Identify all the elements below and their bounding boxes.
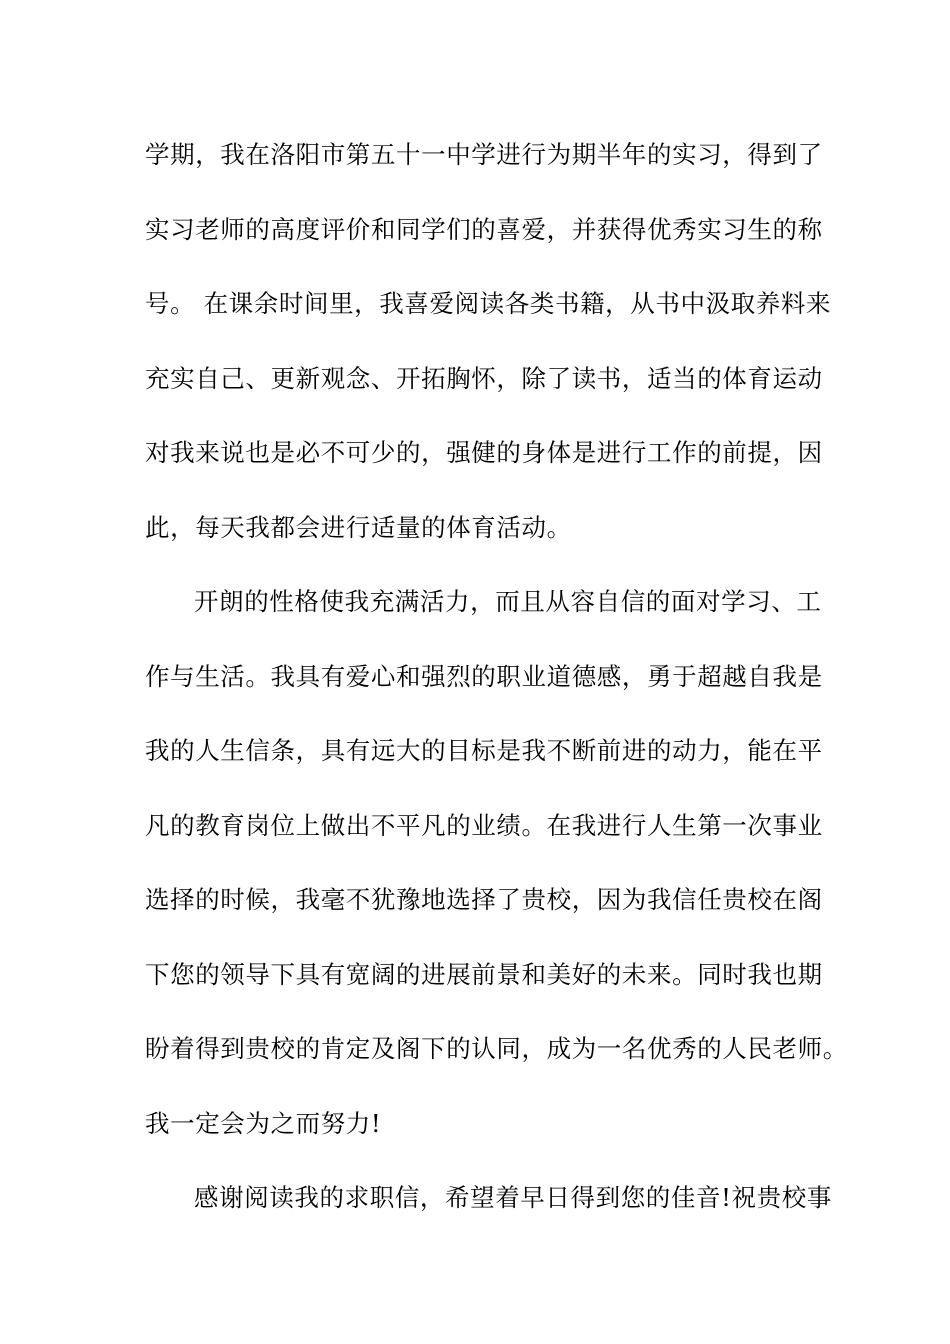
text-line: 我的人生信条，具有远大的目标是我不断前进的动力，能在平 (145, 736, 823, 765)
paragraph-start-line: 开朗的性格使我充满活力，而且从容自信的面对学习、工 (194, 587, 822, 616)
paragraph-start-line: 感谢阅读我的求职信，希望着早日得到您的佳音!祝贵校事 (194, 1183, 832, 1212)
text-line: 号。 在课余时间里，我喜爱阅读各类书籍，从书中汲取养料来 (145, 289, 832, 318)
text-line: 我一定会为之而努力! (145, 1108, 382, 1138)
text-line: 学期，我在洛阳市第五十一中学进行为期半年的实习，得到了 (145, 140, 823, 169)
text-line: 盼着得到贵校的肯定及阁下的认同，成为一名优秀的人民老师。 (145, 1034, 848, 1063)
text-line: 实习老师的高度评价和同学们的喜爱，并获得优秀实习生的称 (145, 214, 823, 244)
text-line: 对我来说也是必不可少的，强健的身体是进行工作的前提，因 (145, 438, 823, 467)
text-line: 下您的领导下具有宽阔的进展前景和美好的未来。同时我也期 (145, 959, 823, 989)
letter-body (145, 128, 848, 1246)
text-line: 作与生活。我具有爱心和强烈的职业道德感，勇于超越自我是 (145, 661, 823, 691)
text-line: 充实自己、更新观念、开拓胸怀，除了读书，适当的体育运动 (145, 363, 823, 393)
text-line: 此，每天我都会进行适量的体育活动。 (145, 512, 572, 542)
text-line: 选择的时候，我毫不犹豫地选择了贵校，因为我信任贵校在阁 (145, 885, 823, 914)
text-line: 凡的教育岗位上做出不平凡的业绩。在我进行人生第一次事业 (145, 810, 823, 840)
